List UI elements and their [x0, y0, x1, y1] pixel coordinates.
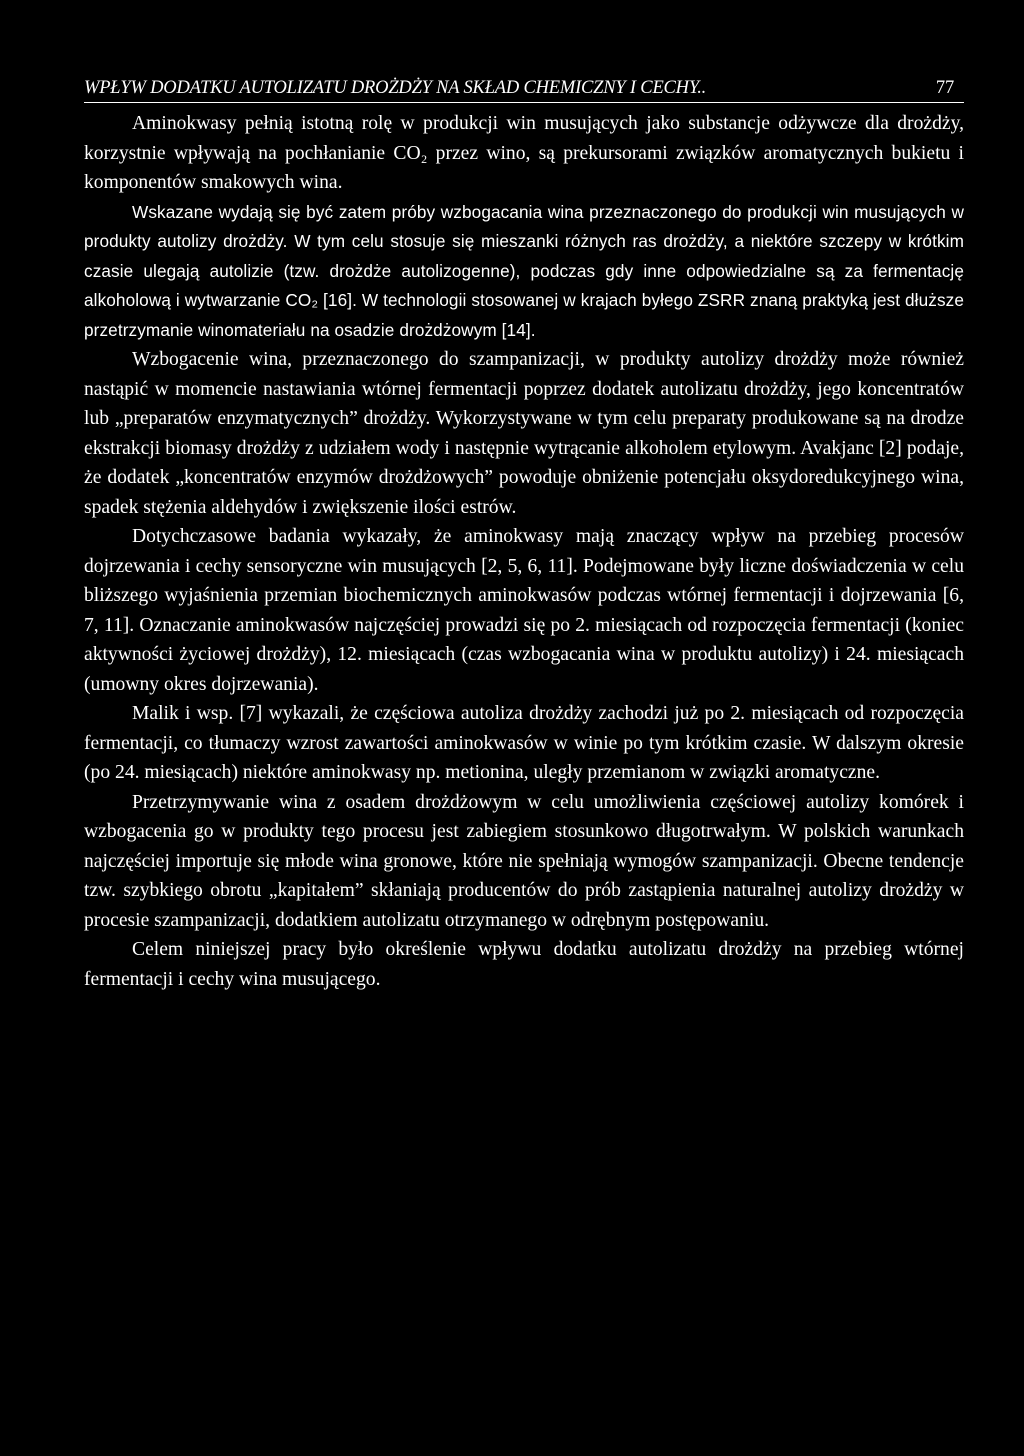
paragraph-przetrzymywanie: Przetrzymywanie wina z osadem drożdżowym w celu umożliwienia częściowej autolizy komórek i wzbogacenia go w produkty tego procesu jest zabiegiem stosunkowo długotrwałym. W polskich warunkach najczęściej importuje się młode wina gronowe, które nie spełniają wymogów szampanizacji. Obecne tendencje tzw. szybkiego obrotu „kapitałem” skłaniają producentów do prób zastąpienia naturalnej autolizy drożdży w procesie szampanizacji, dodatkiem autolizatu otrzymanego w odrębnym postępowaniu. — [84, 791, 964, 931]
document-page — [84, 62, 964, 994]
running-head-title: WPŁYW DODATKU AUTOLIZATU DROŻDŻY NA SKŁAD CHEMICZNY I CECHY.. — [84, 78, 707, 98]
paragraph-wzbogacanie-wina: Wskazane wydają się być zatem próby wzbogacania wina przeznaczonego do produkcji win musujących w produkty autolizy drożdży. W tym celu stosuje się mieszanki różnych ras drożdży, a niektóre szczepy w krótkim czasie ulegają autolizie (tzw. drożdże autolizogenne), podczas gdy inne odpowiedzialne są za fermentację alkoholową i wytwarzanie CO₂ [16]. W technologii stosowanej w krajach byłego ZSRR znaną praktyką jest dłuższe przetrzymanie winomateriału na osadzie drożdżowym [14]. — [84, 201, 964, 340]
paragraph-malik: Malik i wsp. [7] wykazali, że częściowa autoliza drożdży zachodzi już po 2. miesiącach od rozpoczęcia fermentacji, co tłumaczy wzrost zawartości aminokwasów w winie po tym krótkim czasie. W dalszym okresie (po 24. miesiącach) niektóre aminokwasy np. metionina, uległy przemianom w związki aromatyczne. — [84, 703, 964, 783]
running-header — [84, 62, 964, 103]
paragraph-cel-pracy: Celem niniejszej pracy było określenie wpływu dodatku autolizatu drożdży na przebieg wtórnej fermentacji i cechy wina musującego. — [84, 939, 964, 990]
paragraph-dotychczasowe-badania: Dotychczasowe badania wykazały, że aminokwasy mają znaczący wpływ na przebieg procesów dojrzewania i cechy sensoryczne win musujących [2, 5, 6, 11]. Podejmowane były liczne doświadczenia w celu bliższego wyjaśnienia przemian biochemicznych aminokwasów podczas wtórnej fermentacji i dojrzewania [6, 7, 11]. Oznaczanie aminokwasów najczęściej prowadzi się po 2. miesiącach od rozpoczęcia fermentacji (koniec aktywności życiowej drożdży), 12. miesiącach (czas wzbogacania wina w produktu autolizy) i 24. miesiącach (umowny okres dojrzewania). — [84, 526, 964, 695]
paragraph-aminokwasy-rola: Aminokwasy pełnią istotną rolę w produkcji win musujących jako substancje odżywcze dla drożdży, korzystnie wpływają na pochłanianie CO₂ przez wino, są prekursorami związków aromatycznych bukietu i komponentów smakowych wina. — [84, 113, 964, 193]
body-text — [84, 109, 964, 994]
page-number: 77 — [935, 78, 954, 98]
paragraph-szampanizacja: Wzbogacenie wina, przeznaczonego do szampanizacji, w produkty autolizy drożdży może również nastąpić w momencie nastawiania wtórnej fermentacji poprzez dodatek autolizatu drożdży, jego koncentratów lub „preparatów enzymatycznych” drożdży. Wykorzystywane w tym celu preparaty produkowane są na drodze ekstrakcji biomasy drożdży z udziałem wody i następnie wytrącanie alkoholem etylowym. Avakjanc [2] podaje, że dodatek „koncentratów enzymów drożdżowych” powoduje obniżenie potencjału oksydoredukcyjnego wina, spadek stężenia aldehydów i zwiększenie ilości estrów. — [84, 349, 964, 518]
